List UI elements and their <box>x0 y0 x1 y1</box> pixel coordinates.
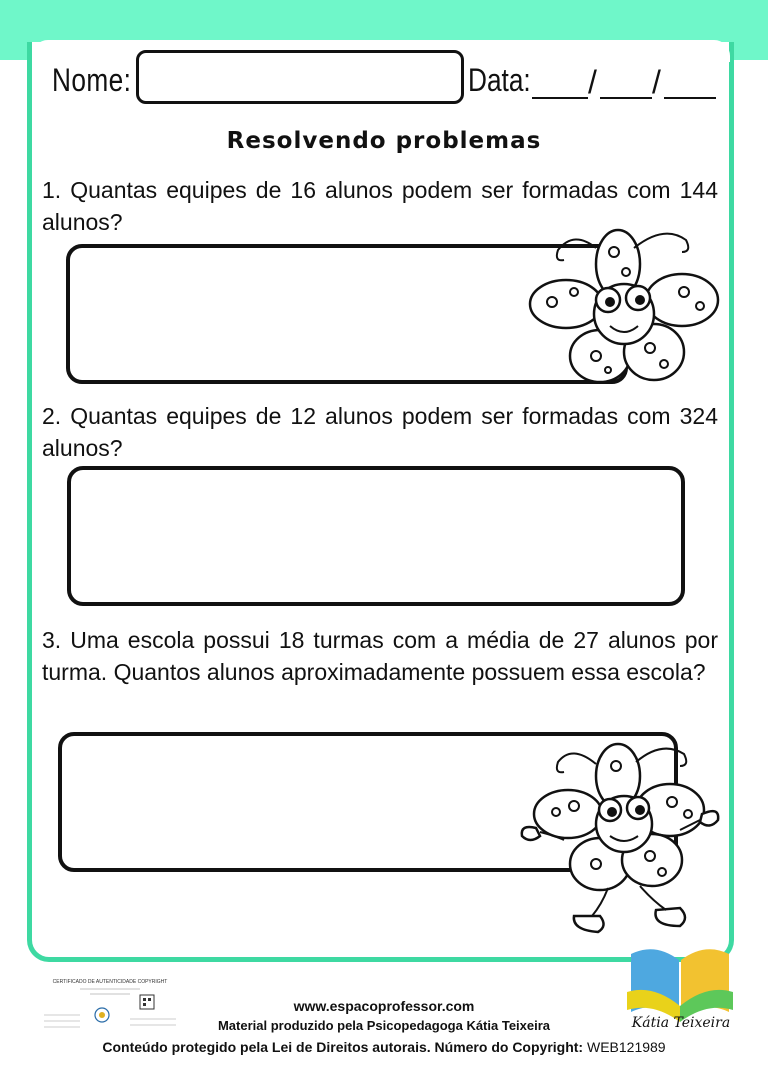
answer-box-2[interactable] <box>67 466 685 606</box>
author-signature: Kátia Teixeira <box>631 1015 731 1031</box>
data-separator-1: / <box>588 64 597 100</box>
nome-field[interactable] <box>136 50 464 104</box>
nome-label: Nome: <box>52 62 132 98</box>
footer-copyright-label: Conteúdo protegido pela Lei de Direitos autorais. Número do Copyright: <box>102 1039 584 1055</box>
footer-author: Material produzido pela Psicopedagoga Kátia Teixeira <box>217 1018 551 1033</box>
footer-url[interactable]: www.espacoprofessor.com <box>293 998 475 1014</box>
data-month-line[interactable] <box>600 97 652 99</box>
question-3: 3. Uma escola possui 18 turmas com a média de 27 alunos por turma. Quantos alunos aproximadamente possuem essa escola? <box>42 627 718 685</box>
data-year-line[interactable] <box>664 97 716 99</box>
data-label: Data: <box>468 62 531 98</box>
footer-copyright-number: WEB121989 <box>586 1039 666 1055</box>
svg-text:CERTIFICADO DE AUTENTICIDADE C: CERTIFICADO DE AUTENTICIDADE COPYRIGHT <box>52 979 168 985</box>
question-2: 2. Quantas equipes de 12 alunos podem ser formadas com 324 alunos? <box>42 403 718 461</box>
question-1: 1. Quantas equipes de 16 alunos podem ser formadas com 144 alunos? <box>42 177 718 235</box>
data-separator-2: / <box>652 64 661 100</box>
flower-character-waving-icon <box>512 740 728 940</box>
page-title: Resolvendo problemas <box>226 128 542 154</box>
data-day-line[interactable] <box>532 97 588 99</box>
footer-copyright <box>0 1039 768 1055</box>
flower-character-icon <box>524 222 724 398</box>
